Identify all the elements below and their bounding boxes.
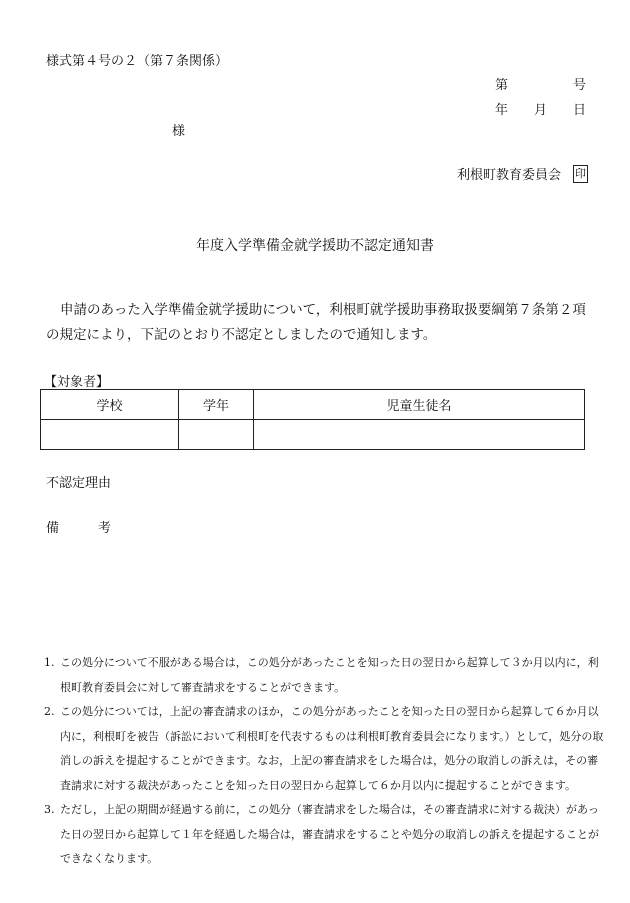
subject-header-row xyxy=(41,390,585,420)
student-name-cell xyxy=(254,420,585,450)
note-number: 3. xyxy=(44,803,55,816)
note-number: 1. xyxy=(44,656,55,669)
document-number-line: 第 号 xyxy=(494,78,586,93)
note-text: この処分について不服がある場合は，この処分があったことを知った日の翌日から起算して３か月以内に，利根町教育委員会に対して審査請求をすることができます。 xyxy=(60,656,599,694)
form-number: 様式第４号の２（第７条関係） xyxy=(46,54,229,69)
notice-body: 申請のあった入学準備金就学援助について，利根町就学援助事務取扱要綱第７条第２項の規定により，下記のとおり不認定としましたので通知します。 xyxy=(46,302,586,343)
grade-cell xyxy=(179,420,254,450)
remarks-label: 備 考 xyxy=(46,521,112,536)
note-item xyxy=(44,651,604,700)
column-grade: 学年 xyxy=(179,390,254,420)
notes-list xyxy=(44,651,604,872)
school-cell xyxy=(41,420,179,450)
subject-table xyxy=(40,389,585,450)
column-student-name: 児童生徒名 xyxy=(254,390,585,420)
note-text: ただし，上記の期間が経過する前に，この処分（審査請求をした場合は，その審査請求に対する裁決）があった日の翌日から起算して１年を経過した場合は，審査請求をすることや処分の取消しの訴えを提起することができなくなります。 xyxy=(60,803,599,865)
subject-data-row xyxy=(41,420,585,450)
subject-label: 【対象者】 xyxy=(44,375,110,390)
seal-mark: 印 xyxy=(573,165,588,183)
addressee-suffix: 様 xyxy=(172,124,186,139)
issuer-name: 利根町教育委員会 xyxy=(456,168,561,183)
date-line: 年 月 日 xyxy=(494,103,586,118)
note-text: この処分については，上記の審査請求のほか，この処分があったことを知った日の翌日から起算して６か月以内に，利根町を被告（訴訟において利根町を代表するものは利根町教育委員会になります。）として，処分の取消しの訴えを提起することができます。なお，上記の審査請求をした場合は，処分の取消しの訴えは，その審査請求に対する裁決があったことを知った日の翌日から起算して６か月以内に提起することができます。 xyxy=(60,705,604,792)
note-number: 2. xyxy=(44,705,55,718)
note-item xyxy=(44,700,604,798)
document-title: 年度入学準備金就学援助不認定通知書 xyxy=(196,238,434,254)
reason-label: 不認定理由 xyxy=(46,476,112,491)
issuer-block xyxy=(457,164,588,183)
column-school: 学校 xyxy=(41,390,179,420)
note-item xyxy=(44,798,604,872)
